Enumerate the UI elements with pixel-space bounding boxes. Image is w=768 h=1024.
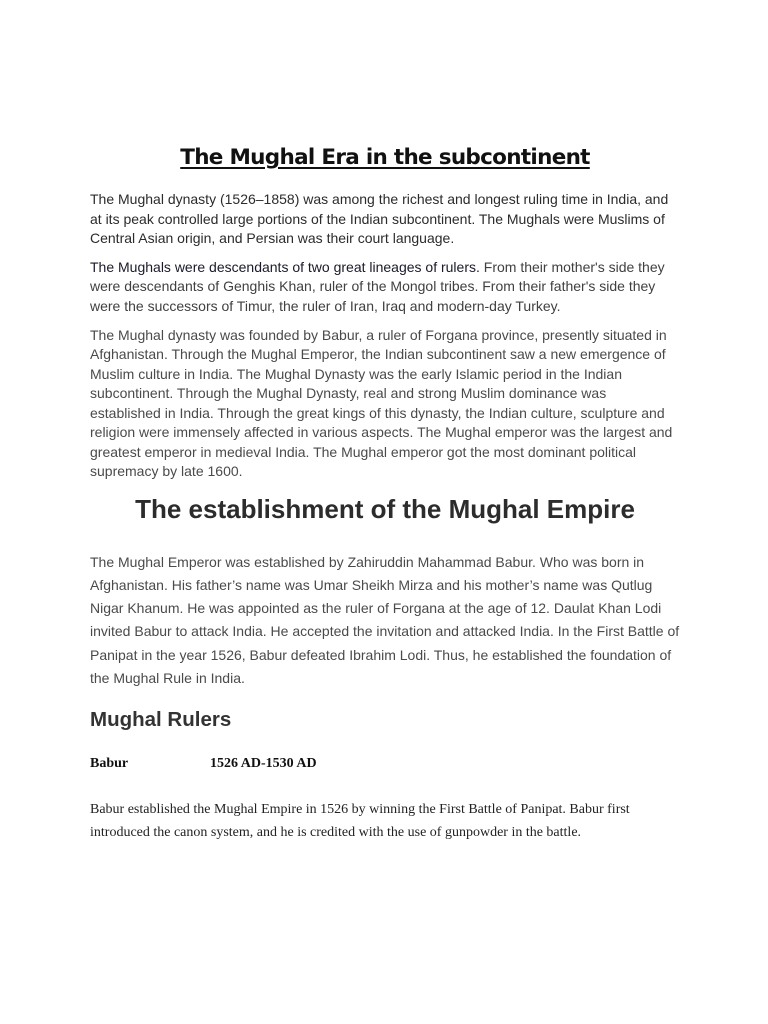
- founding-paragraph: The Mughal dynasty was founded by Babur, a ruler of Forgana province, presently situated in Afghanistan. Through the Mughal Emperor, the Indian subcontinent saw a new emergence of Muslim culture in India. The Mughal Dynasty was the early Islamic period in the Indian subcontinent. Through the Mughal Dynasty, real and strong Muslim dominance was established in India. Through the great kings of this dynasty, the Indian culture, sculpture and religion were immensely affected in various aspects. The Mughal emperor was the largest and greatest emperor in medieval India. The Mughal emperor got the most dominant political supremacy by late 1600.: [90, 326, 673, 480]
- ruler-reign-dates: 1526 AD-1530 AD: [210, 756, 317, 772]
- subheading-mughal-rulers: Mughal Rulers: [90, 708, 232, 732]
- lineage-lead-sentence: The Mughals were descendants of two great lineages of rulers.: [90, 258, 480, 275]
- page-title: The Mughal Era in the subcontinent: [180, 145, 590, 170]
- ruler-name: Babur: [90, 756, 129, 772]
- establishment-paragraph: The Mughal Emperor was established by Zahiruddin Mahammad Babur. Who was born in Afghanistan. His father’s name was Umar Sheikh Mirza and his mother’s name was Qutlug Nigar Khanum. He was appointed as the ruler of Forgana at the age of 12. Daulat Khan Lodi invited Babur to attack India. He accepted the invitation and attacked India. In the First Battle of Panipat in the year 1526, Babur defeated Ibrahim Lodi. Thus, he established the foundation of the Mughal Rule in India.: [90, 553, 680, 687]
- intro-paragraph: The Mughal dynasty (1526–1858) was among the richest and longest ruling time in India, and at its peak controlled large portions of the Indian subcontinent. The Mughals were Muslims of Central Asian origin, and Persian was their court language.: [90, 191, 669, 247]
- section-heading-establishment: The establishment of the Mughal Empire: [135, 493, 635, 524]
- lineage-paragraph: [90, 258, 680, 317]
- babur-description-paragraph: Babur established the Mughal Empire in 1526 by winning the First Battle of Panipat. Babur first introduced the canon system, and he is credited with the use of gunpowder in the battle.: [90, 802, 630, 841]
- ruler-row-babur: [90, 754, 680, 774]
- lineage-rest-text: From their mother's side they were descendants of Genghis Khan, ruler of the Mongol tribes. From their father's side they were the successors of Timur, the ruler of Iran, Iraq and modern-day Turkey.: [90, 258, 665, 314]
- document-content: [90, 142, 680, 844]
